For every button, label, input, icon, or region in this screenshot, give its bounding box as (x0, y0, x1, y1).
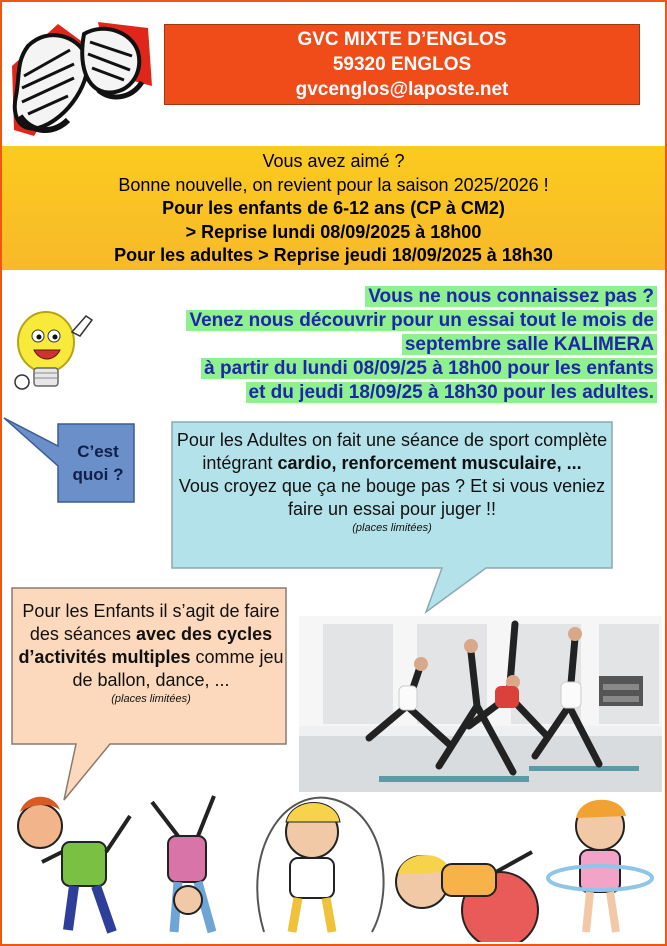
promo-line-4: à partir du lundi 08/09/25 à 18h00 pour les enfants (201, 358, 657, 379)
announcement-line-5: Pour les adultes > Reprise jeudi 18/09/2025 à 18h30 (114, 245, 553, 265)
child-exercise-ball (396, 852, 538, 942)
lightbulb-mascot-icon (8, 302, 104, 398)
adults-description: Pour les Adultes on fait une séance de sport complète intégrant cardio, renforcement musculaire, ... Vous croyez que ça ne bouge pas ? Et si vous veniez faire un essai pour juger !! (places limitées) (174, 429, 610, 535)
club-city: 59320 ENGLOS (332, 54, 472, 75)
kids-places-note: (places limitées) (111, 693, 191, 705)
promo-line-3: septembre salle KALIMERA (402, 334, 657, 355)
child-jump-rope (257, 798, 383, 932)
sneakers-icon (8, 16, 154, 142)
child-stretching (18, 797, 130, 932)
children-illustrations (2, 782, 665, 942)
adults-activities: cardio, renforcement musculaire, ... (277, 453, 582, 473)
discovery-offer (117, 285, 657, 405)
club-name: GVC MIXTE D’ENGLOS (297, 29, 507, 50)
promo-line-5: et du jeudi 18/09/25 à 18h30 pour les adultes. (246, 382, 658, 403)
announcement-line-1: Vous avez aimé ? (262, 151, 405, 171)
season-announcement (2, 146, 665, 270)
fitness-class-photo (299, 616, 662, 792)
adults-invite: Vous croyez que ça ne bouge pas ? Et si vous veniez faire un essai pour juger !! (178, 476, 606, 519)
announcement-line-3: Pour les enfants de 6-12 ans (CP à CM2) (162, 198, 505, 218)
promo-line-1: Vous ne nous connaissez pas ? (365, 286, 657, 307)
cest-quoi-text: C’est quoi ? (72, 442, 124, 484)
club-email: gvcenglos@laposte.net (295, 79, 509, 100)
promo-line-2: Venez nous découvrir pour un essai tout le mois de (186, 310, 657, 331)
announcement-line-2: Bonne nouvelle, on revient pour la saison 2025/2026 ! (118, 174, 549, 195)
adults-places-note: (places limitées) (352, 522, 432, 534)
announcement-line-4: > Reprise lundi 08/09/2025 à 18h00 (185, 221, 482, 242)
child-cartwheel (152, 796, 214, 932)
kids-description: Pour les Enfants il s’agit de faire des séances avec des cycles d’activités multiples comme jeu de ballon, dance, ... (places limitées) (18, 601, 284, 705)
kids-activities: avec des cycles d’activités multiples (18, 624, 273, 667)
club-header (164, 24, 640, 105)
child-hula-hoop (548, 800, 652, 932)
